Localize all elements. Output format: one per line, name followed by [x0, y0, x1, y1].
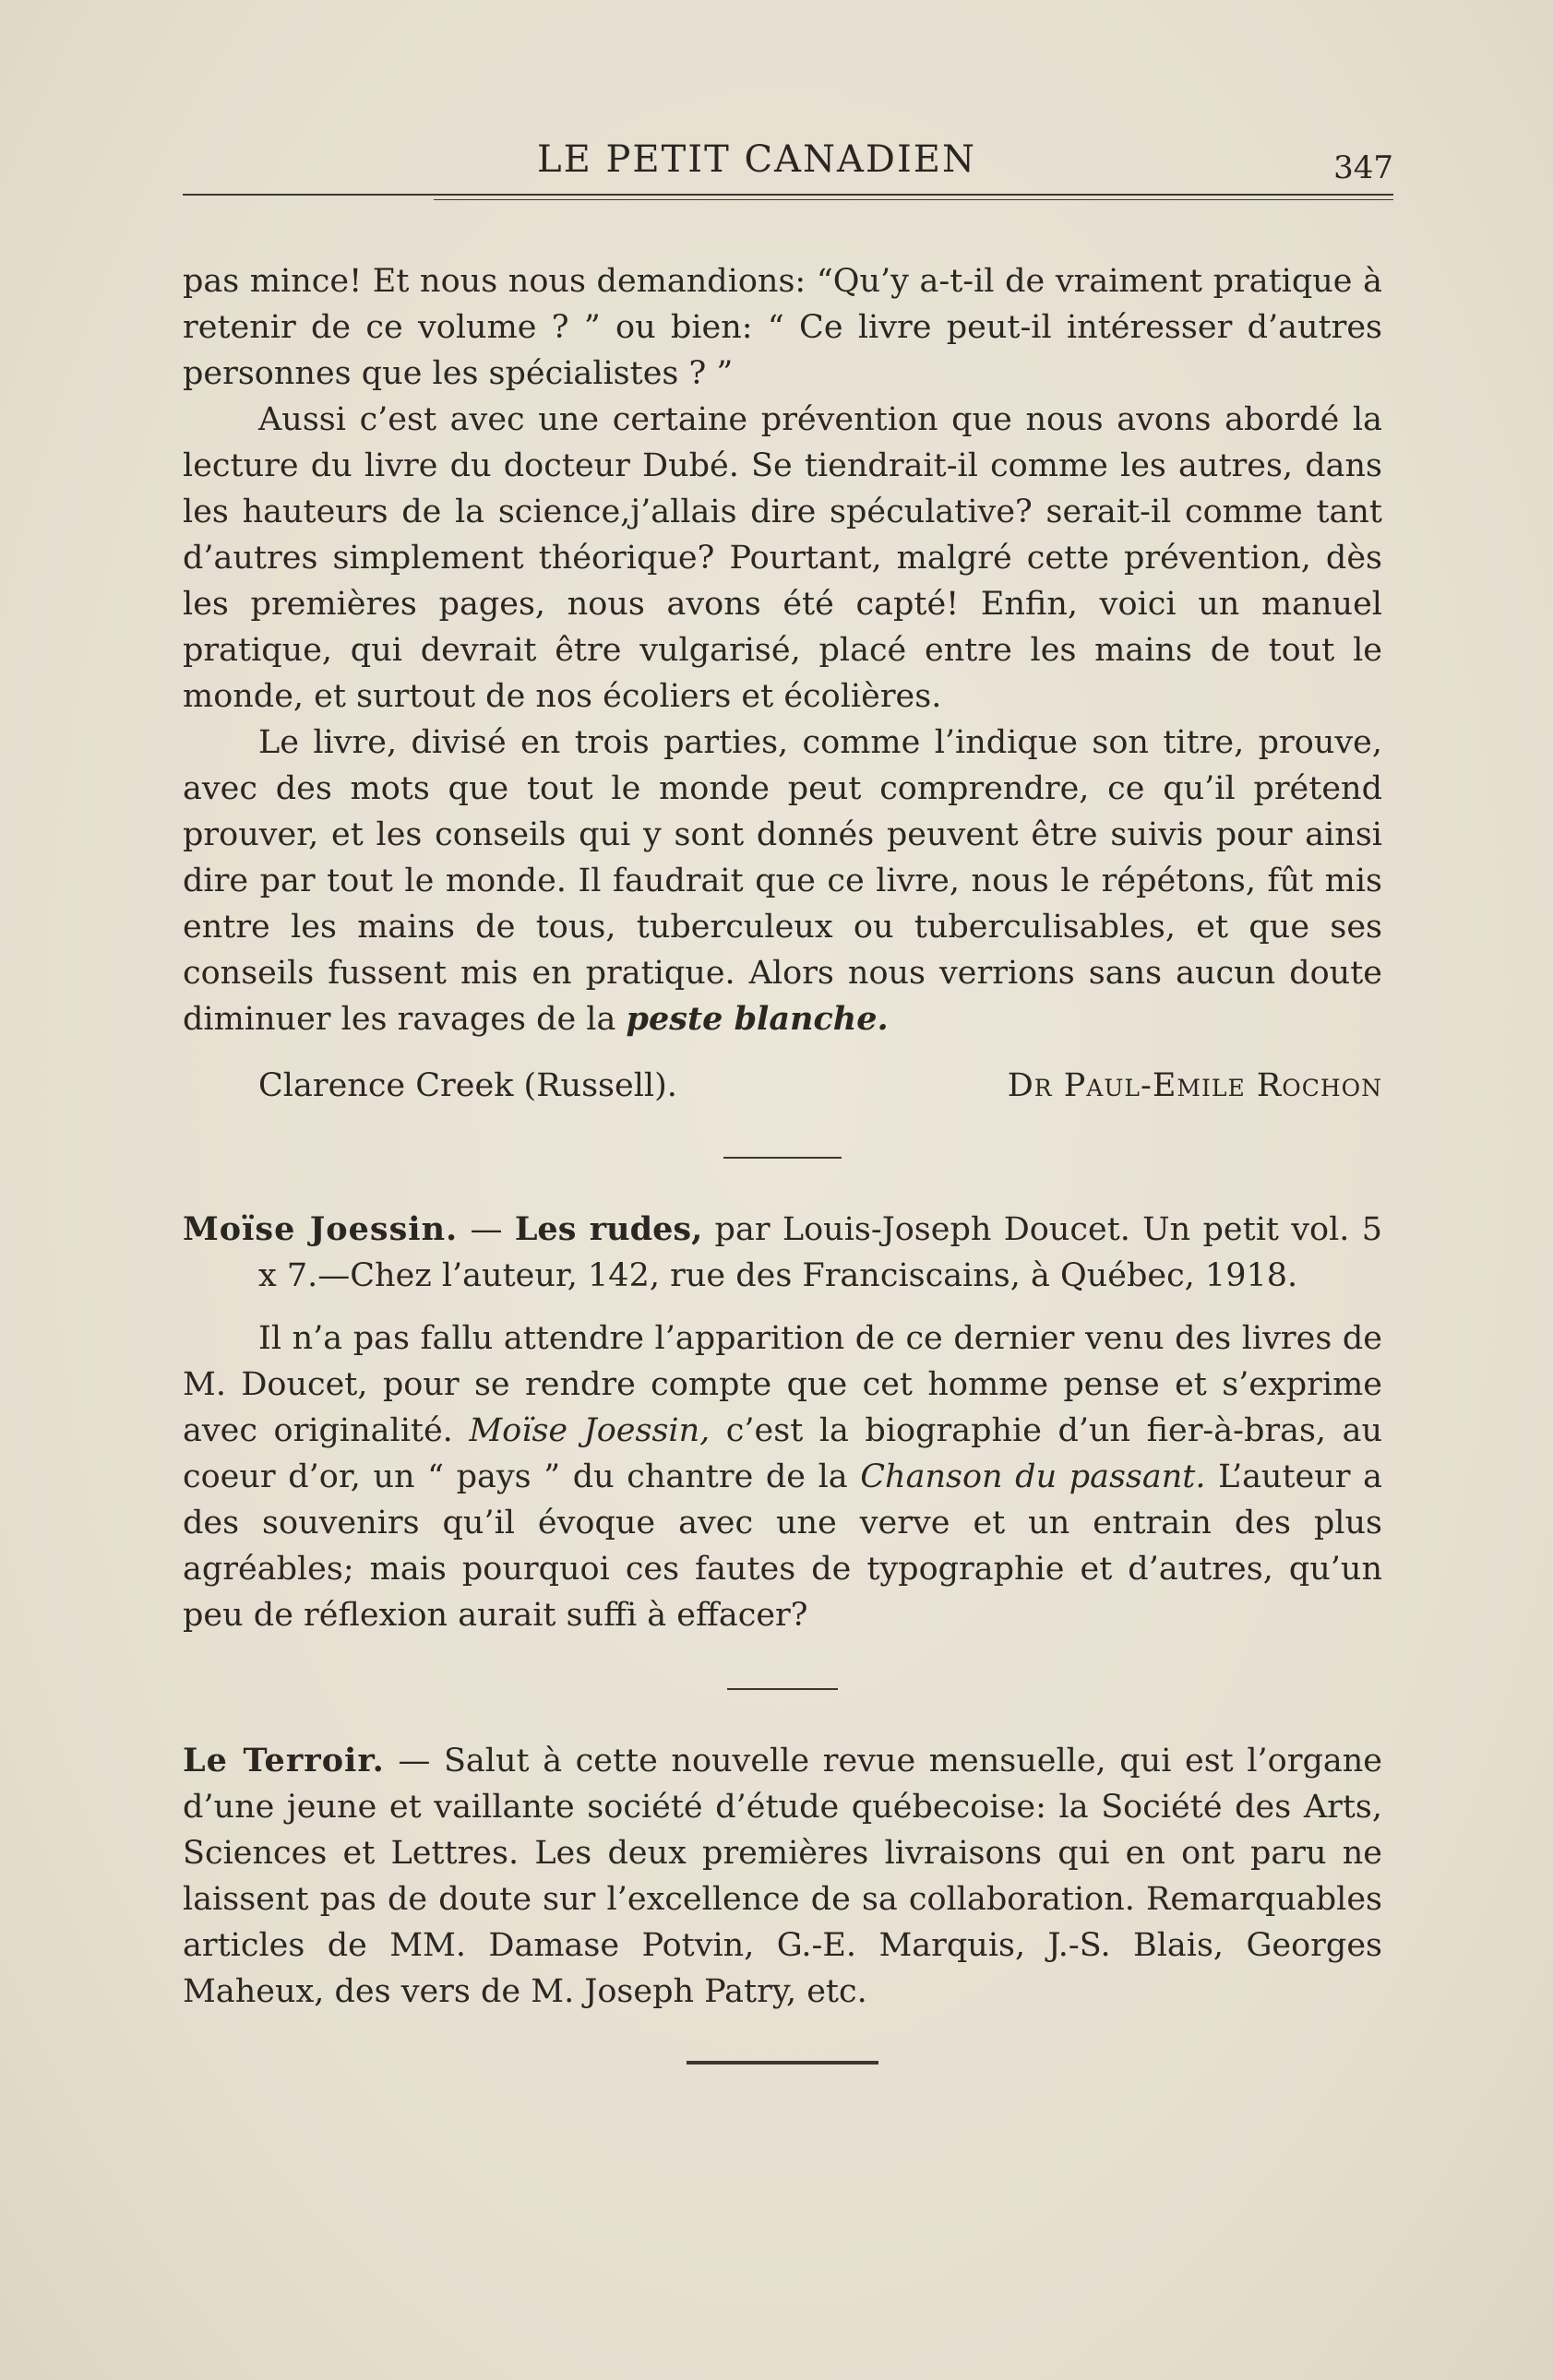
paragraph-text: Le livre, divisé en trois parties, comme l’indique son titre, prouve, avec des mots que tout le monde peut comprendre, ce qu’il prétend prouver, et les conseils qui y sont donnés peuvent être suivis pour ainsi dire par tout le monde. Il faudrait que ce livre, nous le répétons, fût mis entre les mains de tous, tuberculeux ou tuberculisables, et que ses conseils fussent mis en pratique. Alors nous verrions sans aucun doute diminuer les ravages de la	[183, 724, 1382, 1038]
page-number: 347	[1333, 149, 1393, 186]
signature-place: Clarence Creek (Russell).	[258, 1067, 677, 1104]
signature-author: Dr Paul-Emile Rochon	[1007, 1067, 1382, 1104]
paragraph-text: — Salut à cette nouvelle revue mensuelle, qui est l’organe d’une jeune et vaillante société d’étude québecoise: la Société des Arts, Sciences et Lettres. Les deux premières livraisons qui en ont paru ne laissent pas de doute sur l’excellence de sa collaboration. Remarquables articles de MM. Damase Potvin, G.-E. Marquis, J.-S. Blais, Georges Maheux, des vers de M. Joseph Patry, etc.	[183, 1743, 1382, 2010]
header-rule	[183, 194, 1393, 196]
italic-phrase: peste blanche.	[626, 1000, 889, 1038]
paragraph	[183, 1315, 1382, 1638]
paragraph	[183, 1738, 1382, 2015]
section-divider	[723, 1157, 842, 1159]
paragraph	[183, 720, 1382, 1042]
paragraph-text: c’est la biographie d’un fier-à-bras, au coeur d’or, un “ pays ” du chantre de la	[183, 1412, 1382, 1495]
journal-title: LE PETIT CANADIEN	[537, 138, 976, 181]
section-divider	[727, 1688, 838, 1690]
review-subject: Moïse Joessin.	[183, 1210, 459, 1248]
dash: —	[458, 1211, 515, 1248]
paragraph-text: Il n’a pas fallu attendre l’apparition de ce dernier venu des livres de M. Doucet, pour se rendre compte que cet homme pense et s’exprime avec originalité.	[183, 1320, 1382, 1449]
review-heading	[183, 1207, 1382, 1299]
signature-line	[183, 1063, 1382, 1113]
end-divider	[687, 2061, 878, 2065]
paragraph-text: L’auteur a des souvenirs qu’il évoque avec une verve et un entrain des plus agréables; mais pourquoi ces fautes de typographie et d’autres, qu’un peu de réflexion aurait suffi à effacer?	[183, 1458, 1382, 1634]
paragraph: Aussi c’est avec une certaine prévention que nous avons abordé la lecture du livre du docteur Dubé. Se tiendrait-il comme les autres, dans les hauteurs de la science,j’allais dire spéculative? serait-il comme tant d’autres simplement théorique? Pourtant, malgré cette prévention, dès les premières pages, nous avons été capté! Enfin, voici un manuel pratique, qui devrait être vulgarisé, placé entre les mains de tout le monde, et surtout de nos écoliers et écolières.	[183, 401, 1382, 715]
italic-title: Chanson du passant.	[860, 1458, 1206, 1495]
review-citation: par Louis-Joseph Doucet. Un petit vol. 5 x 7.—Chez l’auteur, 142, rue des Franciscains, à Québec, 1918.	[258, 1211, 1382, 1294]
paragraph-continuation: pas mince! Et nous nous demandions: “Qu’y a-t-il de vraiment pratique à retenir de ce volume ? ” ou bien: “ Ce livre peut-il intéresser d’autres personnes que les spécialistes ? ”	[183, 263, 1382, 392]
page-body	[183, 258, 1382, 2065]
italic-title: Moïse Joessin,	[469, 1412, 711, 1449]
review-book-title: Les rudes,	[514, 1210, 703, 1248]
header-rule-thin	[434, 199, 1393, 200]
review-subject: Le Terroir.	[183, 1742, 385, 1779]
